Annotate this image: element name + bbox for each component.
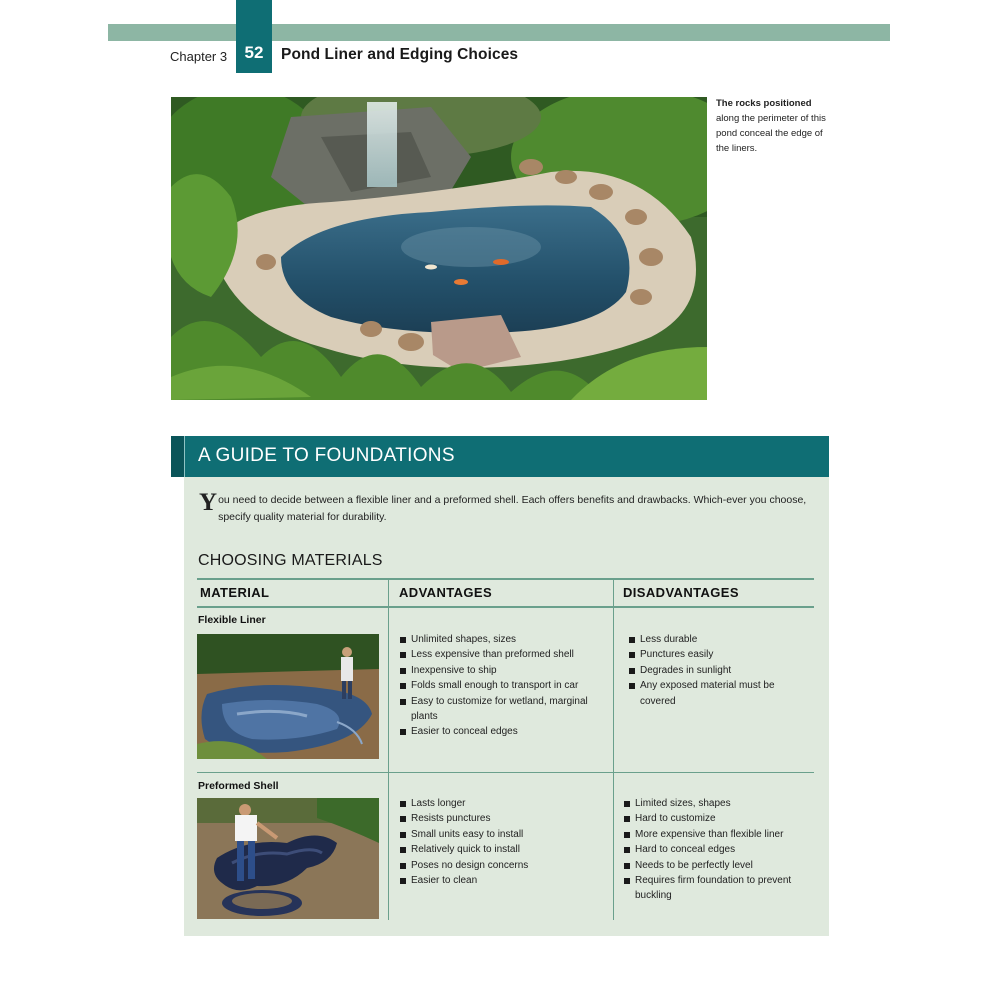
list-item: Folds small enough to transport in car <box>399 678 611 693</box>
list-item: Inexpensive to ship <box>399 663 611 678</box>
list-item: Less expensive than preformed shell <box>399 647 611 662</box>
table-column-divider <box>613 578 614 920</box>
list-item: Small units easy to install <box>399 827 611 842</box>
intro-text: ou need to decide between a flexible liner and a preformed shell. Each offers benefits and drawbacks. Which-ever you choose, specify quality material for durability. <box>218 494 807 523</box>
list-item: Easier to clean <box>399 873 611 888</box>
drop-cap: Y <box>199 489 218 516</box>
caption-text: along the perimeter of this pond conceal the edge of the liners. <box>716 113 826 154</box>
column-header-advantages: ADVANTAGES <box>399 585 493 600</box>
flexible-liner-photo <box>197 634 379 759</box>
list-item: Unlimited shapes, sizes <box>399 632 611 647</box>
chapter-label: Chapter 3 <box>170 49 228 64</box>
list-item: More expensive than flexible liner <box>623 827 813 842</box>
material-label: Flexible Liner <box>198 614 266 626</box>
photo-caption <box>716 96 836 156</box>
header-spine-line <box>184 436 185 477</box>
header-rule <box>108 24 890 41</box>
list-item: Hard to conceal edges <box>623 842 813 857</box>
list-item: Any exposed material must be covered <box>628 678 808 709</box>
table-column-divider <box>388 578 389 920</box>
guide-title: A GUIDE TO FOUNDATIONS <box>198 445 455 466</box>
advantages-list <box>399 796 611 888</box>
material-label: Preformed Shell <box>198 780 279 792</box>
pond-photo <box>171 97 707 400</box>
table-header-rule <box>197 606 814 608</box>
list-item: Punctures easily <box>628 647 808 662</box>
list-item: Less durable <box>628 632 808 647</box>
disadvantages-list <box>623 796 813 904</box>
caption-lead: The rocks positioned <box>716 98 812 109</box>
table-row-divider <box>197 772 814 773</box>
list-item: Limited sizes, shapes <box>623 796 813 811</box>
disadvantages-list <box>628 632 808 709</box>
header-spine <box>171 436 184 477</box>
list-item: Requires firm foundation to prevent buckling <box>623 873 813 904</box>
list-item: Resists punctures <box>399 811 611 826</box>
page-title: Pond Liner and Edging Choices <box>281 46 519 63</box>
preformed-shell-photo <box>197 798 379 919</box>
column-header-disadvantages: DISADVANTAGES <box>623 585 739 600</box>
section-title: CHOOSING MATERIALS <box>198 552 383 569</box>
list-item: Lasts longer <box>399 796 611 811</box>
list-item: Easier to conceal edges <box>399 724 611 739</box>
table-top-rule <box>197 578 814 580</box>
list-item: Relatively quick to install <box>399 842 611 857</box>
list-item: Poses no design concerns <box>399 858 611 873</box>
intro-paragraph <box>199 489 809 526</box>
page-number: 52 <box>244 43 264 62</box>
list-item: Degrades in sunlight <box>628 663 808 678</box>
list-item: Easy to customize for wetland, marginal plants <box>399 694 611 725</box>
list-item: Hard to customize <box>623 811 813 826</box>
list-item: Needs to be perfectly level <box>623 858 813 873</box>
advantages-list <box>399 632 611 740</box>
column-header-material: MATERIAL <box>200 585 270 600</box>
